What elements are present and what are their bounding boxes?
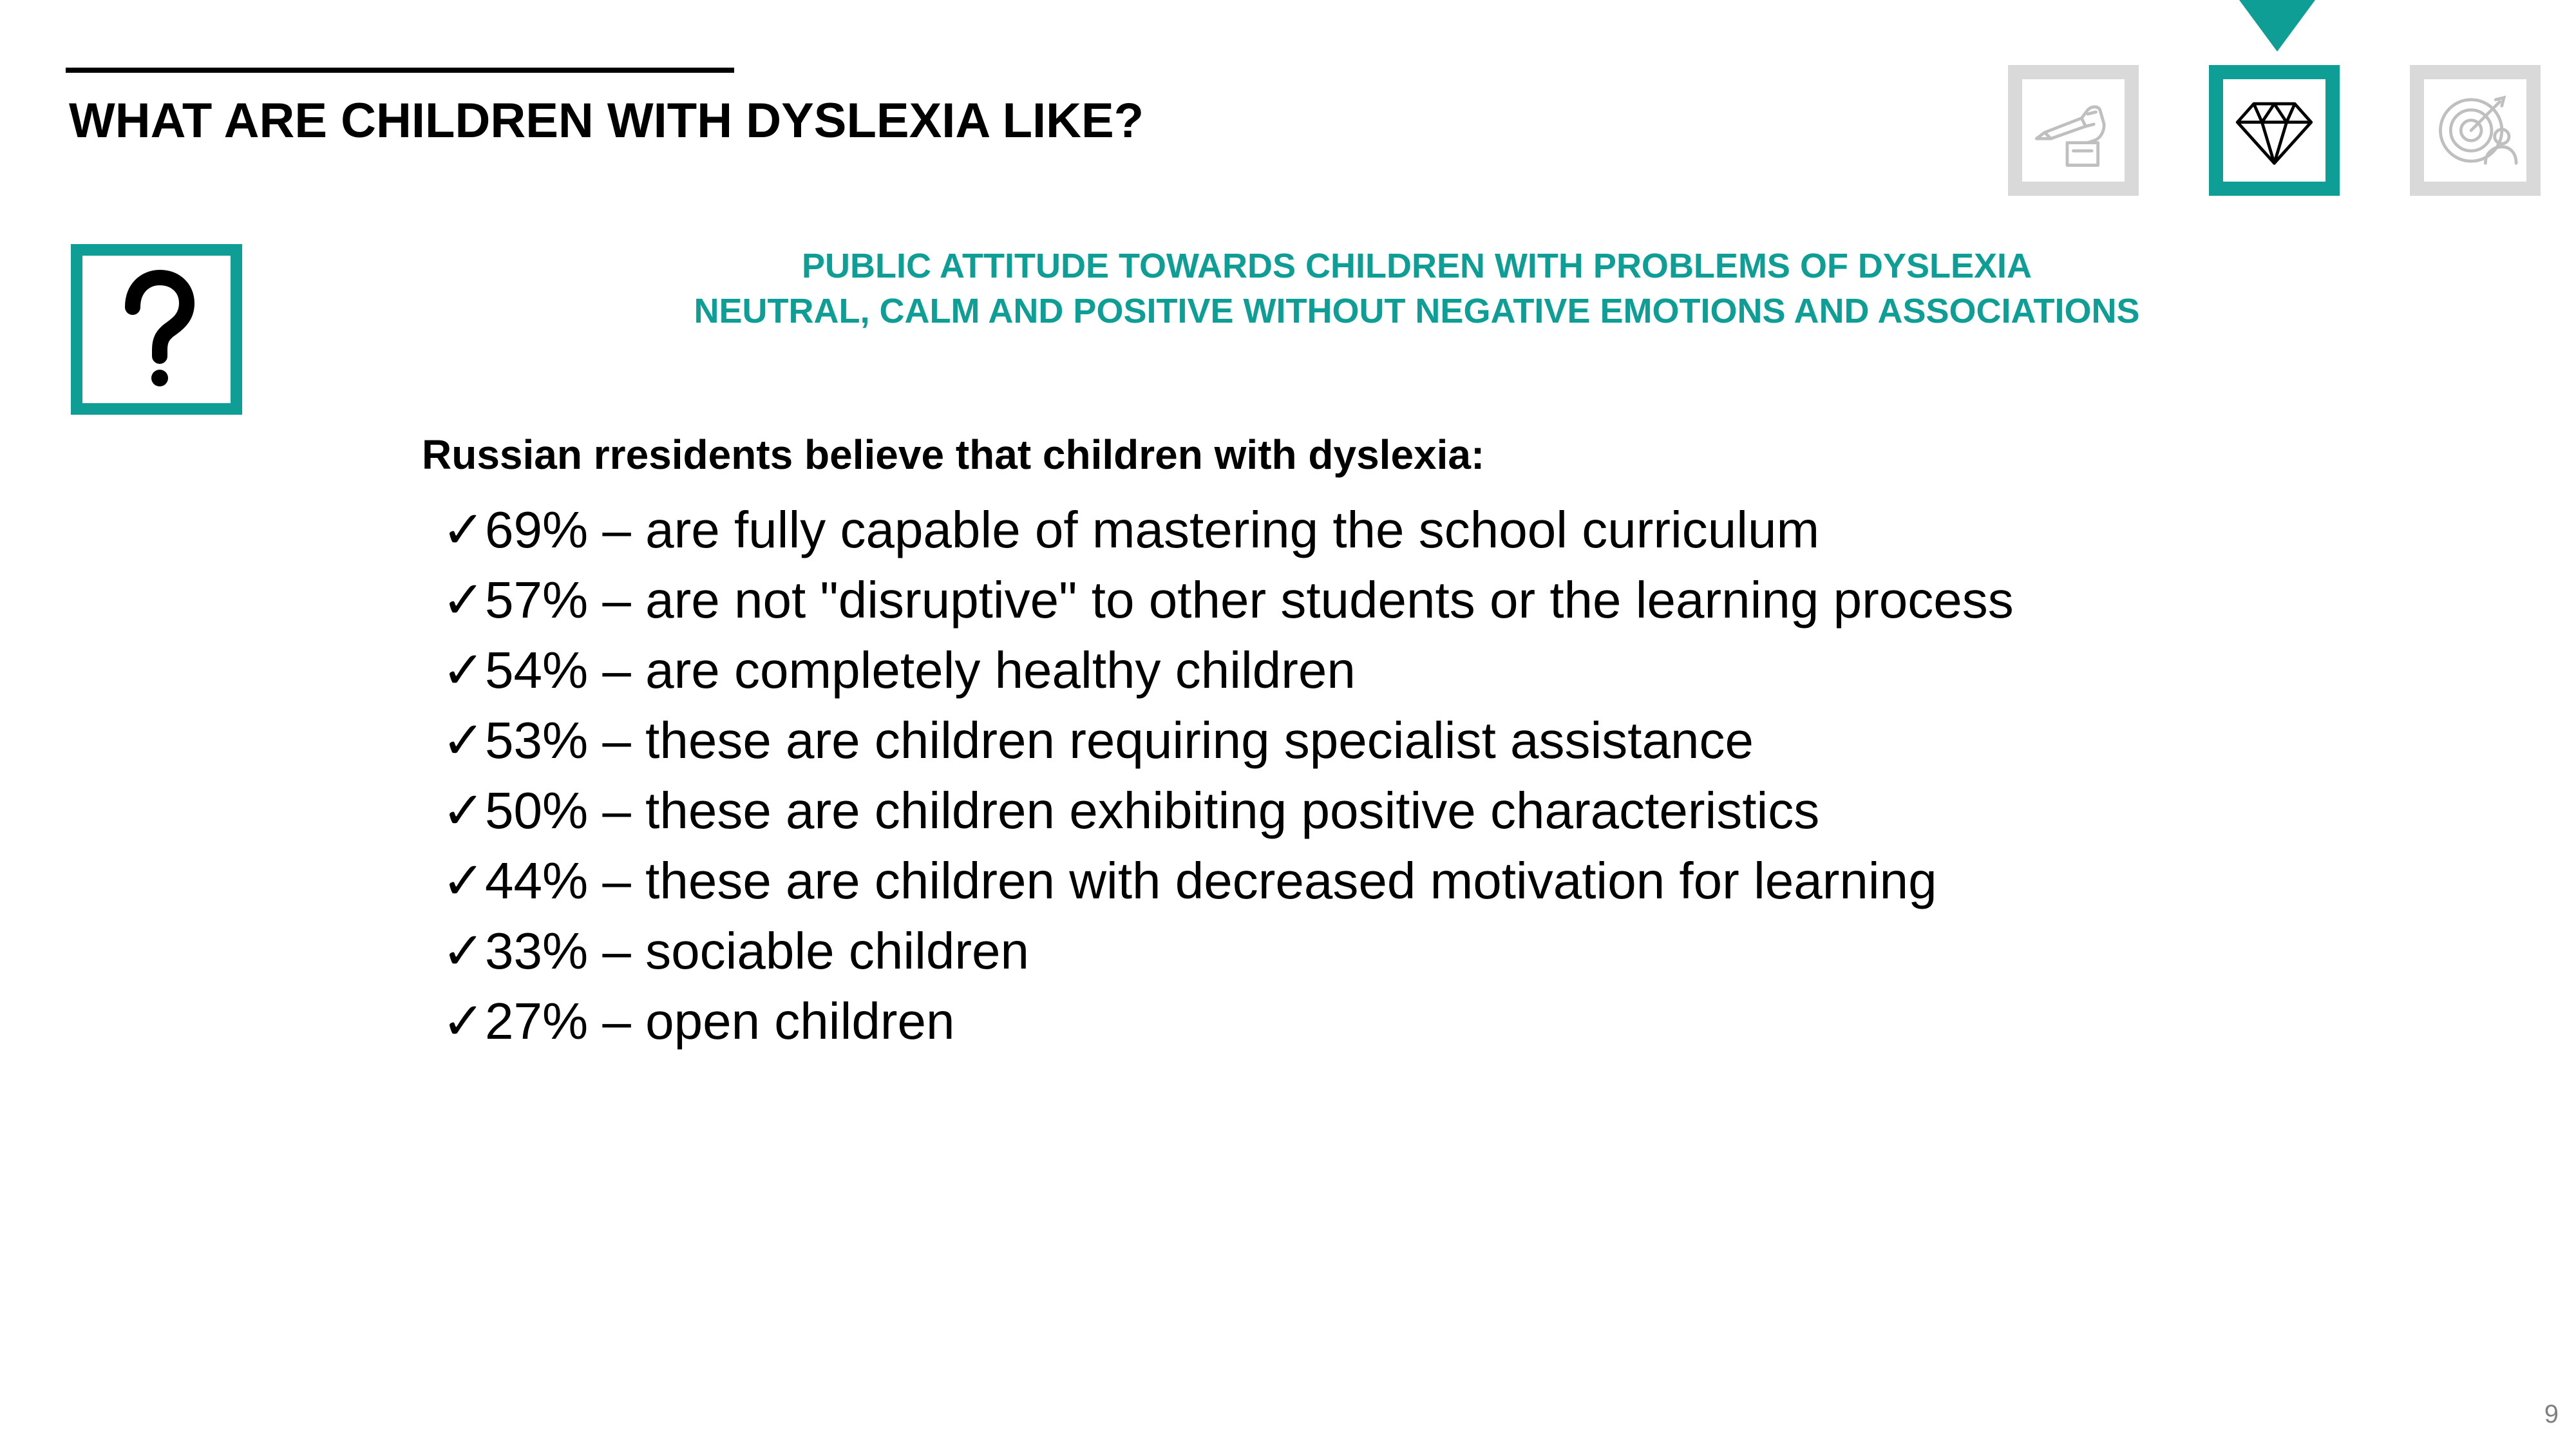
list-item [442, 986, 2014, 1056]
list-item [442, 705, 2014, 775]
nav-item-diamond[interactable] [2209, 65, 2340, 196]
stat-text: – are not "disruptive" to other students or the learning process [588, 571, 2014, 629]
check-icon: ✓ [442, 501, 486, 558]
stat-text: – these are children exhibiting positive characteristics [588, 782, 1820, 839]
stat-percent: 53% [485, 712, 589, 769]
target-icon [2424, 79, 2526, 182]
headline [580, 243, 2254, 334]
check-icon: ✓ [442, 641, 486, 699]
stat-percent: 57% [485, 571, 589, 629]
check-icon: ✓ [442, 571, 486, 629]
list-item [442, 775, 2014, 846]
hand-pencil-icon [2022, 79, 2125, 182]
title-rule [66, 68, 734, 73]
page-title: WHAT ARE CHILDREN WITH DYSLEXIA LIKE? [69, 93, 1144, 148]
nav-item-target[interactable] [2410, 65, 2541, 196]
stats-list [442, 495, 2014, 1056]
check-icon: ✓ [442, 852, 486, 909]
stat-text: – these are children with decreased motivation for learning [588, 852, 1937, 909]
list-item [442, 846, 2014, 916]
check-icon: ✓ [442, 782, 486, 839]
list-item [442, 565, 2014, 635]
stat-percent: 54% [485, 641, 589, 699]
question-badge [71, 244, 242, 415]
stat-percent: 69% [485, 501, 589, 558]
stat-percent: 33% [485, 922, 589, 980]
list-item [442, 916, 2014, 986]
stat-percent: 44% [485, 852, 589, 909]
nav-item-hand-pencil[interactable] [2008, 65, 2139, 196]
active-nav-pointer [2239, 0, 2315, 52]
check-icon: ✓ [442, 922, 486, 980]
stat-text: – sociable children [588, 922, 1029, 980]
intro-text: Russian rresidents believe that children with dyslexia: [422, 431, 1485, 478]
question-mark-icon [82, 256, 231, 403]
list-item [442, 495, 2014, 565]
check-icon: ✓ [442, 992, 486, 1050]
stat-text: – open children [588, 992, 955, 1050]
diamond-icon [2223, 79, 2325, 182]
page-number: 9 [2544, 1400, 2559, 1428]
stat-percent: 27% [485, 992, 589, 1050]
check-icon: ✓ [442, 712, 486, 769]
stat-percent: 50% [485, 782, 589, 839]
headline-line-1: PUBLIC ATTITUDE TOWARDS CHILDREN WITH PROBLEMS OF DYSLEXIA [802, 247, 2032, 285]
stat-text: – are fully capable of mastering the school curriculum [588, 501, 1820, 558]
stat-text: – are completely healthy children [588, 641, 1356, 699]
headline-line-2: NEUTRAL, CALM AND POSITIVE WITHOUT NEGATIVE EMOTIONS AND ASSOCIATIONS [694, 292, 2140, 330]
list-item [442, 635, 2014, 705]
stat-text: – these are children requiring specialist assistance [588, 712, 1754, 769]
